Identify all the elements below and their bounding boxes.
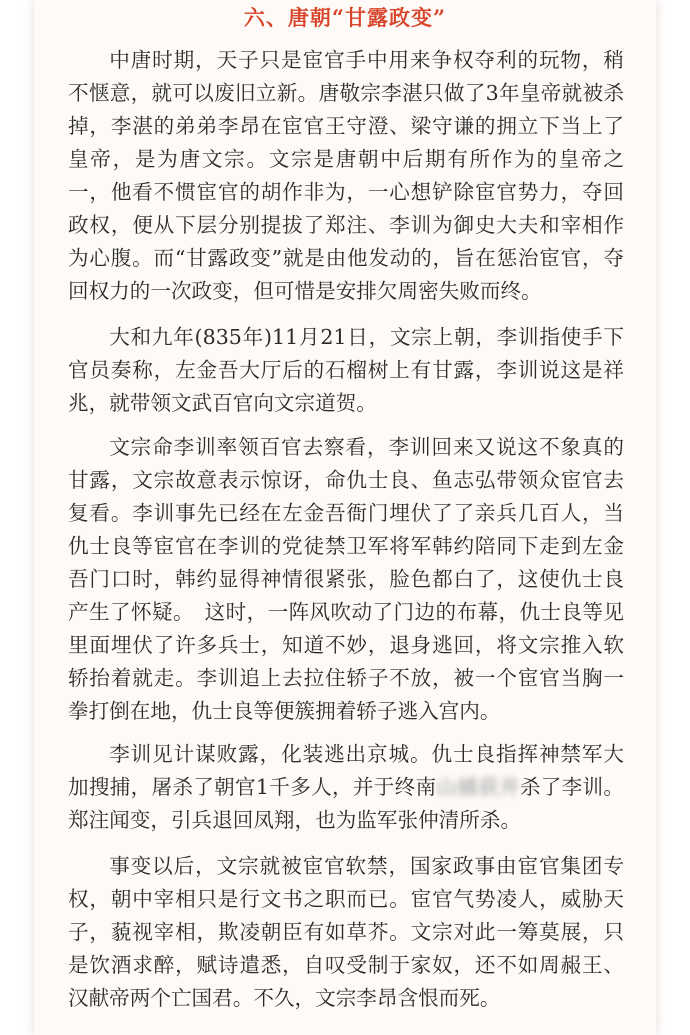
paragraph-4-part-1: 李训见计谋败露，化装逃出京城。仇士良指挥神禁军大加搜捕，屠杀了朝官1千多人，并于终南: [68, 742, 624, 799]
paragraph-2: 大和九年(835年)11月21日，文宗上朝，李训指使手下官员奏称，左金吾大厅后的石榴树上有甘露，李训说这是祥兆，就带领文武百官向文宗道贺。: [68, 325, 624, 415]
paragraph-5: 事变以后，文宗就被宦官软禁，国家政事由宦官集团专权，朝中宰相只是行文书之职而已。宦官气势凌人，威胁天子，藐视宰相，欺凌朝臣有如草芥。文宗对此一筹莫展，只是饮酒求醉，赋诗遣悉，自叹受制于家奴，还不如周赧王、汉献帝两个亡国君。不久，文宗李昂含恨而死。: [68, 854, 624, 1010]
document-page: [34, 0, 656, 1035]
paragraph-3: 文宗命李训率领百官去察看，李训回来又说这不象真的甘露，文宗故意表示惊讶，命仇士良、鱼志弘带领众宦官去复看。李训事先已经在左金吾衙门埋伏了了亲兵几百人，当仇士良等宦官在李训的党徒禁卫军将军韩约陪同下走到左金吾门口时，韩约显得神情很紧张，脸色都白了，这使仇士良产生了怀疑。 这时，一阵风吹动了门边的布幕，仇士良等见里面埋伏了许多兵士，知道不妙，退身逃回，将文宗推入软轿抬着就走。李训追上去拉住轿子不放，被一个宦官当胸一拳打倒在地，仇士良等便簇拥着轿子逃入宫内。: [68, 435, 624, 723]
section-title: 六、唐朝“甘露政变”: [243, 5, 447, 30]
paragraph-4: [68, 738, 624, 837]
blurred-redaction: 山捕获并: [436, 775, 520, 799]
paragraph-1: 中唐时期，天子只是宦官手中用来争权夺利的玩物，稍不惬意，就可以废旧立新。唐敬宗李湛只做了3年皇帝就被杀掉，李湛的弟弟李昂在宦官王守澄、梁守谦的拥立下当上了皇帝，是为唐文宗。文宗是唐朝中后期有所作为的皇帝之一，他看不惯宦官的胡作非为，一心想铲除宦官势力，夺回政权，便从下层分别提拔了郑注、李训为御史大夫和宰相作为心腹。而“甘露政变”就是由他发动的，旨在惩治宦官，夺回权力的一次政变，但可惜是安排欠周密失败而终。: [68, 48, 624, 303]
paragraph-4-part-2: 杀了李训。郑注闻变，引兵退回凤翔，也为监军张仲清所杀。: [68, 775, 625, 832]
